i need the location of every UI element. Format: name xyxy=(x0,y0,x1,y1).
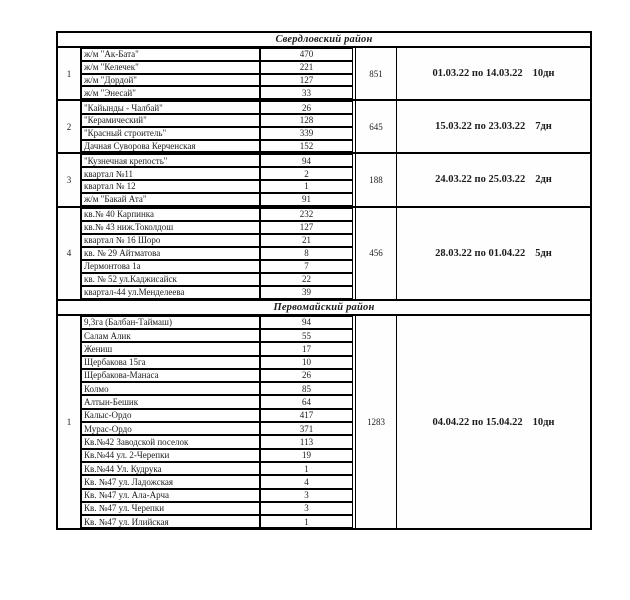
table-row xyxy=(81,286,353,299)
area-count: 22 xyxy=(260,273,353,286)
area-name: ж/м "Ак-Бата" xyxy=(81,48,260,61)
area-name: кв.№ 43 ниж.Токолдош xyxy=(81,221,260,234)
schedule-period: 01.03.22 по 14.03.22 xyxy=(432,68,523,80)
area-count: 128 xyxy=(260,114,353,127)
group-rows xyxy=(81,48,355,99)
area-name: Колмо xyxy=(81,382,260,395)
table-row xyxy=(81,342,353,355)
section-header-sverdlovsky: Свердловский район xyxy=(58,33,590,48)
section-groups-sverdlovsky xyxy=(58,48,590,301)
schedule-group-row xyxy=(58,101,590,154)
table-row xyxy=(81,316,353,329)
group-total: 456 xyxy=(355,208,397,299)
table-row xyxy=(81,114,353,127)
area-name: кв.№ 40 Карпинка xyxy=(81,208,260,221)
table-row xyxy=(81,61,353,74)
area-name: квартал №11 xyxy=(81,167,260,180)
area-count: 2 xyxy=(260,167,353,180)
area-name: "Кузнечная крепость" xyxy=(81,154,260,167)
group-number: 2 xyxy=(58,101,81,152)
group-schedule xyxy=(397,48,590,99)
group-schedule xyxy=(397,154,590,205)
area-name: кв. № 52 ул.Каджисайск xyxy=(81,273,260,286)
group-rows xyxy=(81,316,355,529)
table-row xyxy=(81,74,353,87)
area-count: 19 xyxy=(260,449,353,462)
area-count: 127 xyxy=(260,74,353,87)
group-total: 188 xyxy=(355,154,397,205)
schedule-days: 10дн xyxy=(532,68,555,80)
area-name: "Красный строитель" xyxy=(81,127,260,140)
group-number: 1 xyxy=(58,48,81,99)
schedule-days: 5дн xyxy=(535,247,552,259)
schedule-days: 2дн xyxy=(535,174,552,186)
table-row xyxy=(81,86,353,99)
schedule-group-row xyxy=(58,48,590,101)
group-rows xyxy=(81,154,355,205)
area-name: Щербакова 15га xyxy=(81,356,260,369)
table-row xyxy=(81,167,353,180)
area-name: ж/м "Келечек" xyxy=(81,61,260,74)
area-count: 3 xyxy=(260,502,353,515)
area-name: 9,3га (Балбан-Таймаш) xyxy=(81,316,260,329)
area-name: квартал № 12 xyxy=(81,180,260,193)
group-schedule xyxy=(397,101,590,152)
area-count: 10 xyxy=(260,356,353,369)
area-name: квартал № 16 Шоро xyxy=(81,234,260,247)
area-name: Кв. №47 ул. Черепки xyxy=(81,502,260,515)
schedule-period: 04.04.22 по 15.04.22 xyxy=(432,416,523,428)
group-number: 4 xyxy=(58,208,81,299)
area-count: 127 xyxy=(260,221,353,234)
area-name: Кв. №47 ул. Ала-Арча xyxy=(81,489,260,502)
schedule-period: 28.03.22 по 01.04.22 xyxy=(435,247,526,259)
area-count: 3 xyxy=(260,489,353,502)
schedule-group-row xyxy=(58,208,590,301)
table-row xyxy=(81,221,353,234)
area-count: 1 xyxy=(260,462,353,475)
area-name: ж/м "Дордой" xyxy=(81,74,260,87)
area-count: 94 xyxy=(260,316,353,329)
group-number: 1 xyxy=(58,316,81,529)
section-groups-pervomaysky xyxy=(58,316,590,529)
table-row xyxy=(81,515,353,528)
table-row xyxy=(81,502,353,515)
area-count: 21 xyxy=(260,234,353,247)
table-row xyxy=(81,422,353,435)
area-name: Кв. №47 ул. Ладожская xyxy=(81,475,260,488)
area-name: Дачная Суворова Керченская xyxy=(81,140,260,153)
area-name: квартал-44 ул.Менделеева xyxy=(81,286,260,299)
area-count: 33 xyxy=(260,86,353,99)
area-count: 7 xyxy=(260,260,353,273)
area-count: 339 xyxy=(260,127,353,140)
table-row xyxy=(81,48,353,61)
table-row xyxy=(81,356,353,369)
area-count: 26 xyxy=(260,369,353,382)
table-row xyxy=(81,395,353,408)
area-name: "Керамический" xyxy=(81,114,260,127)
table-row xyxy=(81,234,353,247)
group-rows xyxy=(81,101,355,152)
table-row xyxy=(81,101,353,114)
area-name: Калыс-Ордо xyxy=(81,409,260,422)
area-count: 1 xyxy=(260,515,353,528)
schedule-period: 15.03.22 по 23.03.22 xyxy=(435,121,526,133)
area-name: Кв. №47 ул. Илийская xyxy=(81,515,260,528)
table-row xyxy=(81,273,353,286)
group-total: 851 xyxy=(355,48,397,99)
area-count: 1 xyxy=(260,180,353,193)
table-row xyxy=(81,475,353,488)
district-schedule-table xyxy=(56,31,592,530)
area-name: Мурас-Ордо xyxy=(81,422,260,435)
area-name: ж/м "Бакай Ата" xyxy=(81,193,260,206)
area-name: Лермонтова 1а xyxy=(81,260,260,273)
area-count: 64 xyxy=(260,395,353,408)
table-row xyxy=(81,435,353,448)
area-name: Кв.№42 Заводской поселок xyxy=(81,435,260,448)
table-row xyxy=(81,180,353,193)
area-count: 221 xyxy=(260,61,353,74)
area-name: Жениш xyxy=(81,342,260,355)
schedule-days: 10дн xyxy=(532,416,555,428)
schedule-group-row xyxy=(58,154,590,207)
area-count: 39 xyxy=(260,286,353,299)
table-row xyxy=(81,489,353,502)
section-header-pervomaysky: Первомайский район xyxy=(58,301,590,316)
group-schedule xyxy=(397,208,590,299)
area-name: кв. № 29 Айтматова xyxy=(81,247,260,260)
area-count: 55 xyxy=(260,329,353,342)
area-count: 94 xyxy=(260,154,353,167)
table-row xyxy=(81,462,353,475)
table-row xyxy=(81,409,353,422)
table-row xyxy=(81,382,353,395)
area-count: 113 xyxy=(260,435,353,448)
table-row xyxy=(81,369,353,382)
area-count: 371 xyxy=(260,422,353,435)
group-schedule xyxy=(397,316,590,529)
area-name: ж/м "Энесай" xyxy=(81,86,260,99)
group-number: 3 xyxy=(58,154,81,205)
area-count: 470 xyxy=(260,48,353,61)
area-name: Салам Алик xyxy=(81,329,260,342)
area-count: 417 xyxy=(260,409,353,422)
area-count: 26 xyxy=(260,101,353,114)
table-row xyxy=(81,154,353,167)
table-row xyxy=(81,260,353,273)
area-name: Кв.№44 ул. 2-Черепки xyxy=(81,449,260,462)
table-row xyxy=(81,127,353,140)
schedule-period: 24.03.22 по 25.03.22 xyxy=(435,174,526,186)
area-count: 4 xyxy=(260,475,353,488)
table-row xyxy=(81,208,353,221)
table-row xyxy=(81,449,353,462)
area-name: Алтын-Бешик xyxy=(81,395,260,408)
area-name: Кв.№44 Ул. Кудрука xyxy=(81,462,260,475)
area-name: "Кайынды - Чалбай" xyxy=(81,101,260,114)
schedule-days: 7дн xyxy=(535,121,552,133)
area-count: 232 xyxy=(260,208,353,221)
group-total: 1283 xyxy=(355,316,397,529)
area-count: 85 xyxy=(260,382,353,395)
group-rows xyxy=(81,208,355,299)
table-row xyxy=(81,247,353,260)
area-count: 91 xyxy=(260,193,353,206)
table-row xyxy=(81,140,353,153)
schedule-group-row xyxy=(58,316,590,529)
group-total: 645 xyxy=(355,101,397,152)
table-row xyxy=(81,193,353,206)
area-count: 8 xyxy=(260,247,353,260)
area-count: 17 xyxy=(260,342,353,355)
area-name: Щербакова-Манаса xyxy=(81,369,260,382)
table-row xyxy=(81,329,353,342)
area-count: 152 xyxy=(260,140,353,153)
